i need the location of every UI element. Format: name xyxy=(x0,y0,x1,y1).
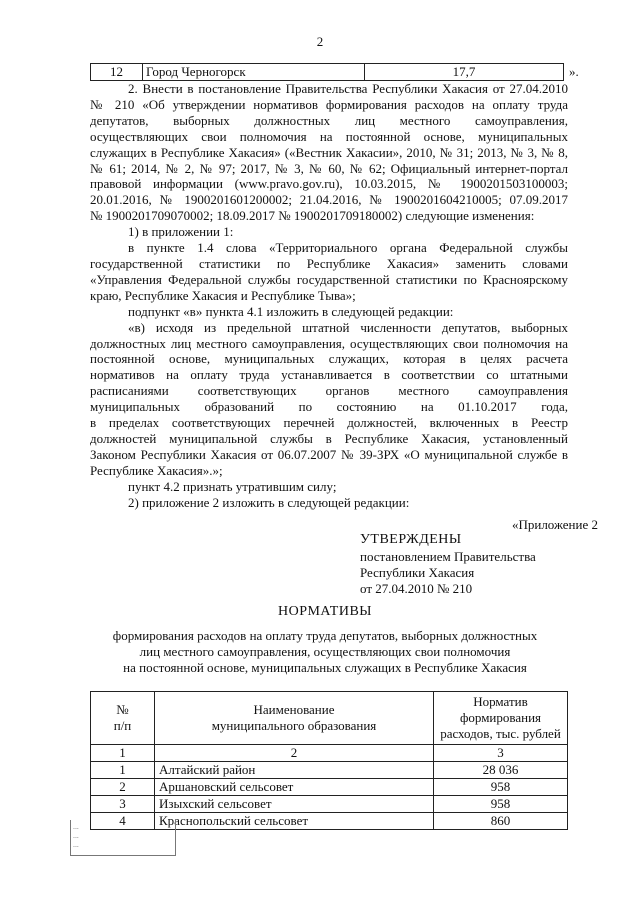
text-line: 20.01.2016, № 1900201601200002; 21.04.2016, № 1900201604210005; 07.09.2017 xyxy=(90,192,568,208)
text-line: краю, Республике Хакасия и Республике Тыва»; xyxy=(90,287,356,303)
page-number: 2 xyxy=(316,34,324,49)
table-row xyxy=(91,796,568,813)
row-value: 958 xyxy=(434,779,568,796)
approval-block xyxy=(360,532,600,597)
approval-line: постановлением Правительства xyxy=(360,549,536,564)
header-value xyxy=(434,692,568,745)
text-line: Республике Хакасия».»; xyxy=(90,462,223,478)
row-value: 958 xyxy=(434,796,568,813)
header-text: расходов, тыс. рублей xyxy=(440,726,561,741)
text-line: 1) в приложении 1: xyxy=(128,224,234,240)
text-line: подпункт «в» пункта 4.1 изложить в следующей редакции: xyxy=(128,303,454,319)
text-line: «в) исходя из предельной штатной численности депутатов, выборных xyxy=(128,319,568,335)
appendix-label: «Приложение 2 xyxy=(511,517,598,532)
row-name: Аршановский сельсовет xyxy=(155,779,434,796)
text-line: Законом Республики Хакасия от 06.07.2007 № 39-ЗРХ «О муниципальной службе в xyxy=(90,446,568,462)
approval-line: Республики Хакасия xyxy=(360,565,475,580)
header-num xyxy=(91,692,155,745)
header-text: муниципального образования xyxy=(211,718,377,733)
row-value: 860 xyxy=(434,813,568,830)
row-num: 2 xyxy=(91,779,155,796)
index-cell: 1 xyxy=(91,745,155,762)
text-line: № 1900201709070002; 18.09.2017 № 1900201709180002) следующие изменения: xyxy=(90,208,535,224)
registration-stamp xyxy=(70,820,176,856)
text-line: № 210 «Об утверждении нормативов формирования расходов на оплату труда xyxy=(90,96,568,112)
stamp-line: ... xyxy=(73,833,79,840)
text-line: осуществляющих свои полномочия на постоянной основе, муниципальных xyxy=(90,128,568,144)
text-line: 2) приложение 2 изложить в следующей редакции: xyxy=(128,494,410,510)
text-line: № 61; 2014, № 2, № 97; 2017, № 3, № 60, № 62; Официальный интернет-портал xyxy=(90,160,568,176)
approval-heading: УТВЕРЖДЕНЫ xyxy=(360,532,462,547)
index-cell: 3 xyxy=(434,745,568,762)
norms-title: НОРМАТИВЫ xyxy=(277,604,373,619)
row-num: 3 xyxy=(91,796,155,813)
text-line: государственной статистики по Республике Хакасия» заменить словами xyxy=(90,255,568,271)
top-table xyxy=(90,63,564,81)
cell-num: 12 xyxy=(91,64,143,81)
header-text: Норматив xyxy=(473,694,528,709)
norms-table xyxy=(90,691,568,830)
table-row xyxy=(91,64,564,81)
index-cell: 2 xyxy=(155,745,434,762)
text-line: нормативов на оплату труда устанавливается в соответствии со штатными xyxy=(90,367,568,383)
text-line: «Управления Федеральной службы государственной статистики по Красноярскому xyxy=(90,271,568,287)
header-text: № xyxy=(116,702,129,717)
row-name: Краснопольский сельсовет xyxy=(155,813,434,830)
subtitle-line: лиц местного самоуправления, осуществляющих свои полномочия xyxy=(139,644,511,659)
row-num: 4 xyxy=(91,813,155,830)
table-closing-quote: ». xyxy=(569,64,579,79)
row-name: Алтайский район xyxy=(155,762,434,779)
text-line: расписаниями соответствующих органов местного самоуправления xyxy=(90,383,568,399)
table-row xyxy=(91,762,568,779)
row-value: 28 036 xyxy=(434,762,568,779)
text-line: депутатов, выборных должностных лиц местного самоуправления, xyxy=(90,112,568,128)
header-text: Наименование xyxy=(253,702,335,717)
row-num: 1 xyxy=(91,762,155,779)
subtitle-line: формирования расходов на оплату труда депутатов, выборных должностных xyxy=(112,628,538,643)
text-line: должностных лиц местного самоуправления, осуществляющих свои полномочия на xyxy=(90,335,568,351)
header-text: п/п xyxy=(113,718,132,733)
header-name xyxy=(155,692,434,745)
norms-subtitle xyxy=(70,628,580,676)
text-line: в пределах соответствующих перечней должностей, включенных в Реестр xyxy=(90,415,568,431)
text-line: муниципальных образований по состоянию на 01.10.2017 года, xyxy=(90,399,568,415)
text-line: в пункте 1.4 слова «Территориального органа Федеральной службы xyxy=(128,240,568,256)
row-name: Изыхский сельсовет xyxy=(155,796,434,813)
header-text: формирования xyxy=(459,710,542,725)
cell-value: 17,7 xyxy=(365,64,564,81)
table-index-row xyxy=(91,745,568,762)
approval-line: от 27.04.2010 № 210 xyxy=(360,581,473,596)
text-line: должностей муниципальной службы в Республике Хакасия, установленный xyxy=(90,430,568,446)
text-line: служащих в Республике Хакасия» («Вестник Хакасии», 2010, № 31; 2013, № 3, № 8, xyxy=(90,144,568,160)
text-line: постоянной основе, муниципальных служащих, которая в целях расчета xyxy=(90,351,568,367)
text-line: 2. Внести в постановление Правительства Республики Хакасия от 27.04.2010 xyxy=(128,81,568,96)
stamp-line: ... xyxy=(73,824,79,831)
stamp-line: ... xyxy=(73,842,79,849)
text-line: пункт 4.2 признать утратившим силу; xyxy=(128,478,337,494)
subtitle-line: на постоянной основе, муниципальных служащих в Республике Хакасия xyxy=(123,660,527,675)
text-line: правовой информации (www.pravo.gov.ru), 10.03.2015, № 1900201503100003; xyxy=(90,176,568,192)
main-text xyxy=(90,81,568,510)
cell-name: Город Черногорск xyxy=(143,64,365,81)
table-row xyxy=(91,779,568,796)
table-header-row xyxy=(91,692,568,745)
